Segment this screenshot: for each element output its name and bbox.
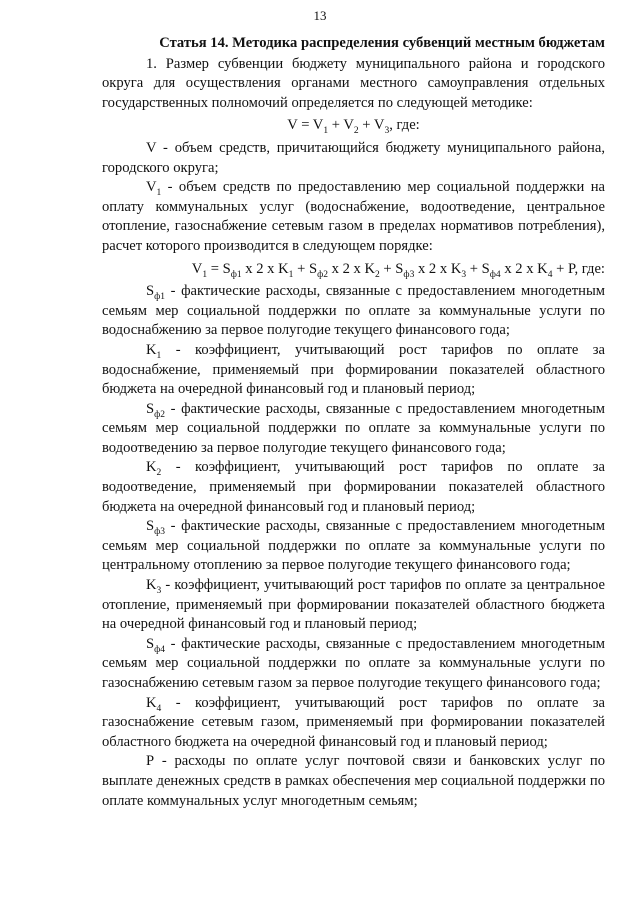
definition-v: V - объем средств, причитающийся бюджету муниципального района, городского округа; (102, 139, 605, 176)
definition-k1: $K_1$ - коэффициент, учитывающий рост тарифов по оплате за водоснабжение, применяемый при формировании показателей областного бюджета на очередной финансовый год и плановый период; (102, 341, 605, 398)
page-number: 13 (313, 8, 327, 23)
definition-k2: $K_2$ - коэффициент, учитывающий рост тарифов по оплате за водоотведение, применяемый при формировании показателей областного бюджета на очередной финансовый год и плановый период; (102, 459, 605, 515)
document-body (102, 34, 605, 811)
definition-p: P - расходы по оплате услуг почтовой связи и банковских услуг по выплате денежных средств в рамках обеспечения мер социальной поддержки по оплате коммунальных услуг многодетным семьям; (102, 753, 605, 809)
article-heading: Статья 14. Методика распределения субвенций местным бюджетам (159, 35, 605, 51)
definition-s-f3: $S_{ф3}$ - фактические расходы, связанные с предоставлением многодетным семьям мер социальной поддержки по оплате за коммунальные услуги по центральному отоплению за первое полугодие текущего финансового года; (102, 518, 605, 574)
formula-v: $V = V_1 + V_2 + V_3$, где: (287, 117, 420, 137)
definition-s-f4: $S_{ф4}$ - фактические расходы, связанные с предоставлением многодетным семьям мер социальной поддержки по оплате за коммунальные услуги по газоснабжению сетевым газом за первое полугодие текущего финансового года; (102, 635, 605, 691)
intro-paragraph: 1. Размер субвенции бюджету муниципального района и городского округа для осуществления органами местного самоуправления отдельных государственных полномочий определяется по следующей методике: (102, 55, 605, 111)
definition-k3: $K_3$ - коэффициент, учитывающий рост тарифов по оплате за центральное отопление, применяемый при формировании показателей областного бюджета на очередной финансовый год и плановый период; (102, 577, 605, 633)
definition-v1: $V_1$ - объем средств по предоставлению мер социальной поддержки на оплату коммунальных услуг (водоснабжение, водоотведение, центральное отопление, газоснабжение сетевым газом в пределах нормативов потребления), расчет которого производится в следующем порядке: (102, 179, 605, 254)
formula-v1: $V_1 = S_{ф1}$ x 2 x $K_1 + S_{ф2}$ x 2 x $K_2 + S_{ф3}$ x 2 x $K_3 + S_{ф4}$ x 2 x $K_4 + P$, где: (191, 260, 605, 280)
definition-s-f1: $S_{ф1}$ - фактические расходы, связанные с предоставлением многодетным семьям мер социальной поддержки по оплате за коммунальные услуги по водоснабжению за первое полугодие текущего финансового года; (102, 283, 605, 339)
definition-s-f2: $S_{ф2}$ - фактические расходы, связанные с предоставлением многодетным семьям мер социальной поддержки по оплате за коммунальные услуги по водоотведению за первое полугодие текущего финансового года; (102, 400, 605, 456)
definition-k4: $K_4$ - коэффициент, учитывающий рост тарифов по оплате за газоснабжение сетевым газом, применяемый при формировании показателей областного бюджета на очередной финансовый год и плановый период; (102, 694, 605, 750)
